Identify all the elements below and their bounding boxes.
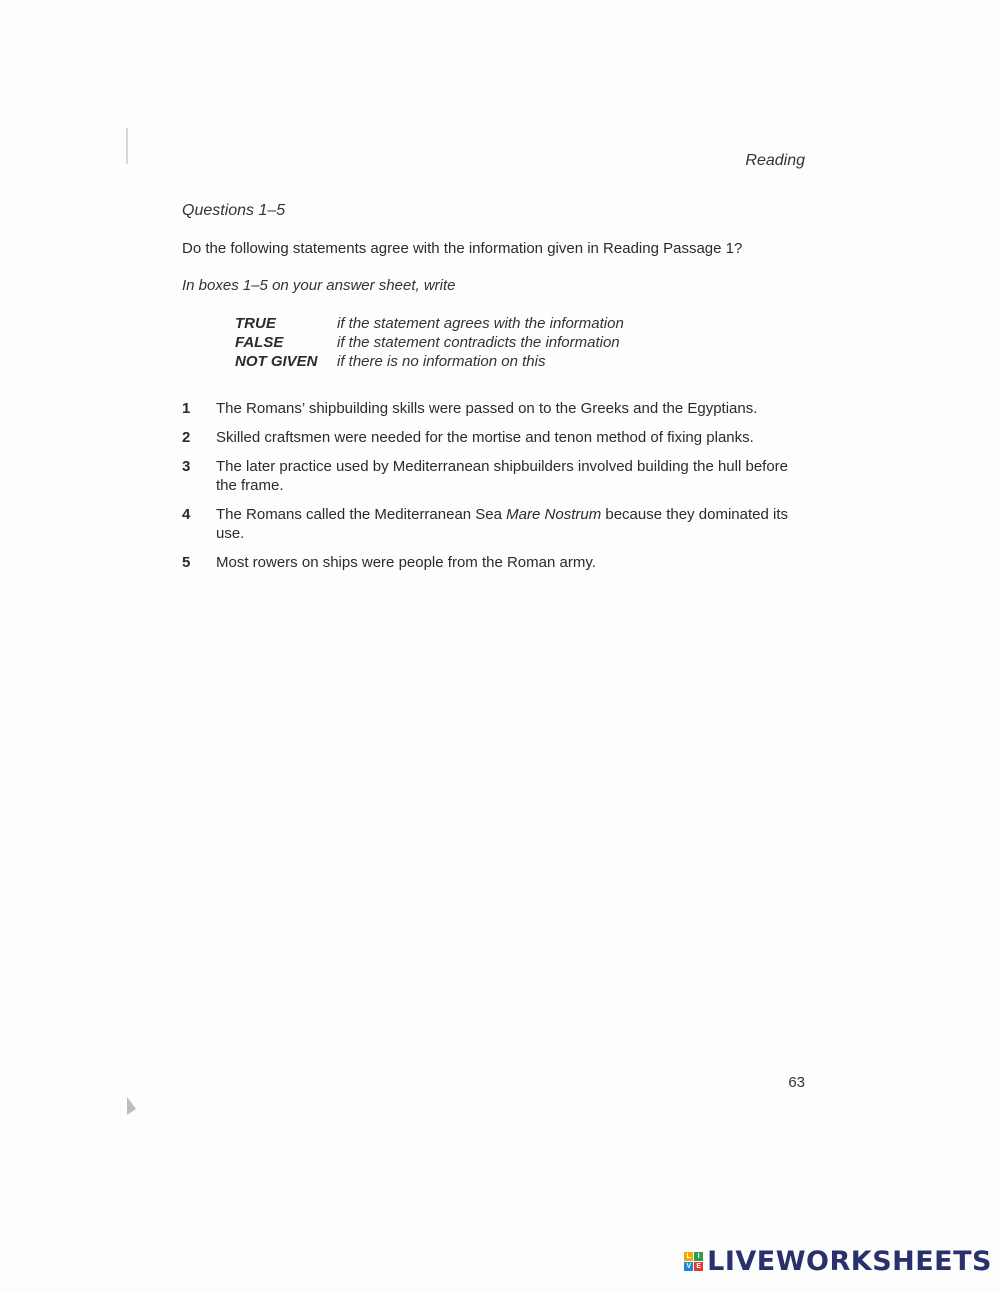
question-number: 2 xyxy=(182,429,191,446)
key-term: TRUE xyxy=(235,315,276,332)
answer-key-table xyxy=(235,314,624,371)
section-label: Reading xyxy=(745,152,805,169)
logo-tile: E xyxy=(694,1262,703,1271)
question-text-end: because they dominated its use. xyxy=(216,506,788,542)
question-number: 1 xyxy=(182,400,191,417)
question-item xyxy=(182,428,812,447)
key-term: NOT GIVEN xyxy=(235,353,318,370)
brand-name: LIVEWORKSHEETS xyxy=(707,1246,992,1277)
logo-tile: L xyxy=(684,1252,693,1261)
liveworksheets-logo-icon xyxy=(684,1252,703,1271)
question-item xyxy=(182,505,812,543)
question-text xyxy=(216,505,812,543)
latin-term: Mare Nostrum xyxy=(506,506,602,523)
logo-tile: V xyxy=(684,1262,693,1271)
key-definition: if there is no information on this xyxy=(337,353,546,370)
question-text: Most rowers on ships were people from the Roman army. xyxy=(216,554,596,571)
questions-heading: Questions 1–5 xyxy=(182,202,286,219)
answer-sheet-instruction: In boxes 1–5 on your answer sheet, write xyxy=(182,277,456,294)
question-list xyxy=(182,399,812,582)
instruction-text: Do the following statements agree with the information given in Reading Passage 1? xyxy=(182,240,743,257)
question-item xyxy=(182,399,812,418)
logo-tile: I xyxy=(694,1252,703,1261)
key-definition: if the statement agrees with the information xyxy=(337,315,624,332)
question-item xyxy=(182,553,812,572)
key-definition: if the statement contradicts the information xyxy=(337,334,620,351)
question-text: The later practice used by Mediterranean shipbuilders involved building the hull before the frame. xyxy=(216,458,789,494)
key-row-false xyxy=(235,333,624,352)
question-number: 4 xyxy=(182,506,191,523)
scan-edge-mark-top xyxy=(126,128,128,164)
key-row-true xyxy=(235,314,624,333)
question-number: 5 xyxy=(182,554,191,571)
key-term: FALSE xyxy=(235,334,284,351)
question-number: 3 xyxy=(182,458,191,475)
key-row-not-given xyxy=(235,352,624,371)
question-text-start: The Romans called the Mediterranean Sea xyxy=(216,506,507,523)
page-number: 63 xyxy=(788,1074,805,1091)
question-text: The Romans’ shipbuilding skills were passed on to the Greeks and the Egyptians. xyxy=(216,400,758,417)
question-text: Skilled craftsmen were needed for the mortise and tenon method of fixing planks. xyxy=(216,429,754,446)
liveworksheets-brand xyxy=(684,1246,992,1277)
question-item xyxy=(182,457,812,495)
scan-edge-mark-bottom xyxy=(127,1097,136,1115)
